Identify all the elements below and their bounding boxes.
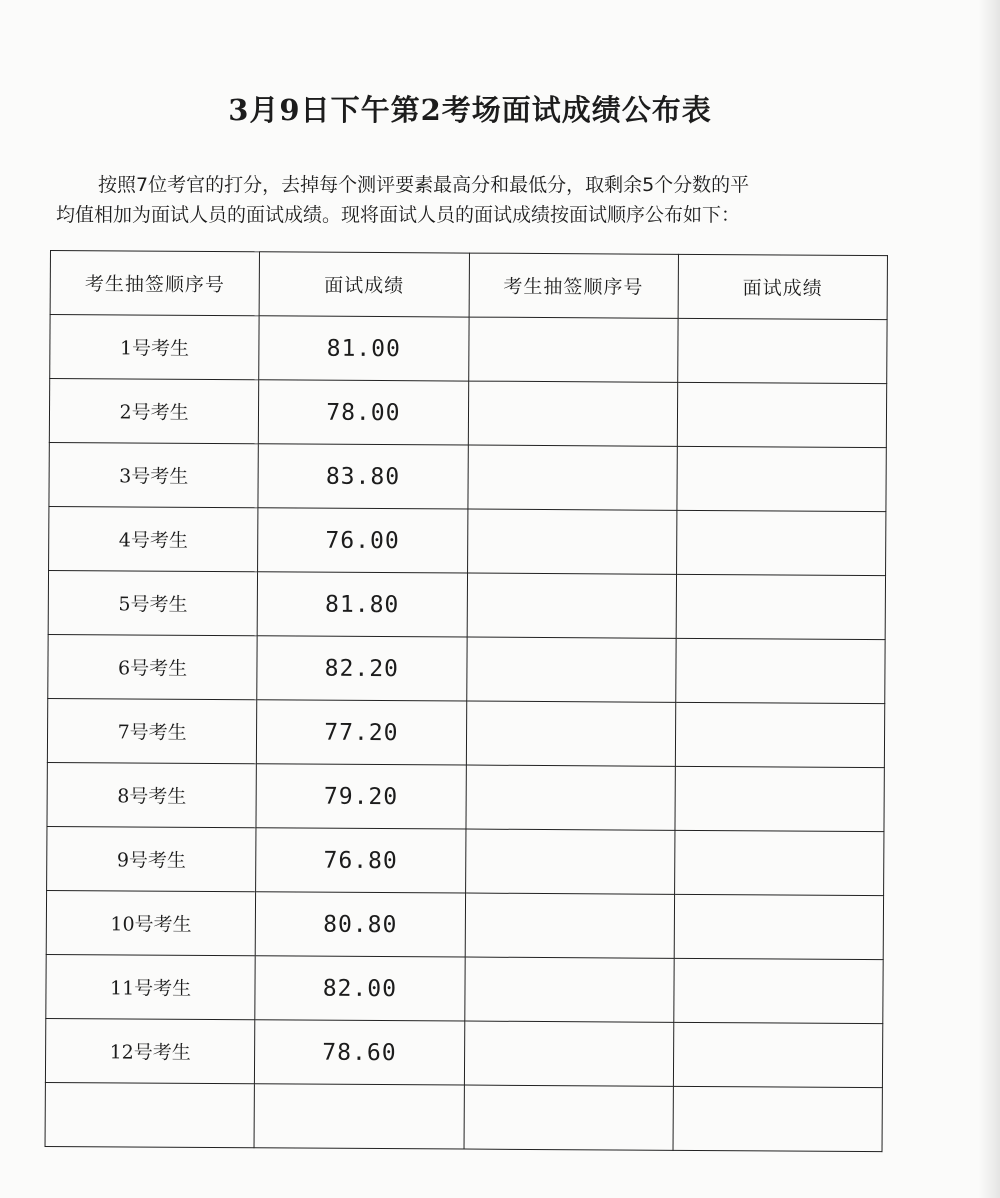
table-row xyxy=(48,570,885,639)
table-row xyxy=(46,954,883,1023)
interview-score: 77.20 xyxy=(257,700,467,765)
candidate-label: 2号考生 xyxy=(49,379,259,444)
empty-score-cell xyxy=(673,1022,883,1087)
interview-score xyxy=(254,1084,464,1149)
header-cell: 面试成绩 xyxy=(678,254,888,319)
empty-score-cell xyxy=(674,830,884,895)
document-title: 3月9日下午第2考场面试成绩公布表 xyxy=(228,93,712,127)
table-row xyxy=(45,1082,882,1151)
empty-score-cell xyxy=(677,382,887,447)
table-row xyxy=(48,634,885,703)
interview-score: 83.80 xyxy=(258,444,468,509)
empty-score-cell xyxy=(676,574,886,639)
interview-score: 76.80 xyxy=(256,828,466,893)
interview-score: 81.80 xyxy=(257,572,467,637)
empty-candidate-cell xyxy=(465,893,675,958)
intro-line-2: 均值相加为面试人员的面试成绩。现将面试人员的面试成绩按面试顺序公布如下： xyxy=(56,204,741,226)
table-row xyxy=(49,442,886,511)
header-cell: 考生抽签顺序号 xyxy=(469,253,679,318)
empty-candidate-cell xyxy=(466,637,676,702)
empty-candidate-cell xyxy=(465,765,675,830)
table-row xyxy=(49,506,886,575)
table-row xyxy=(50,315,887,384)
empty-candidate-cell xyxy=(464,1085,674,1150)
table-row xyxy=(47,826,884,895)
candidate-label: 10号考生 xyxy=(46,890,256,955)
empty-score-cell xyxy=(674,958,884,1023)
candidate-label: 6号考生 xyxy=(48,634,258,699)
empty-score-cell xyxy=(675,702,885,767)
empty-candidate-cell xyxy=(464,957,674,1022)
table-row xyxy=(49,379,886,448)
interview-score: 76.00 xyxy=(258,508,468,573)
candidate-label: 11号考生 xyxy=(46,954,256,1019)
empty-candidate-cell xyxy=(464,1021,674,1086)
empty-score-cell xyxy=(674,894,884,959)
interview-score: 82.20 xyxy=(257,636,467,701)
candidate-label: 1号考生 xyxy=(50,315,260,380)
candidate-label: 8号考生 xyxy=(47,762,257,827)
empty-score-cell xyxy=(675,638,885,703)
empty-score-cell xyxy=(673,1086,883,1151)
intro-paragraph xyxy=(56,170,891,230)
header-cell: 考生抽签顺序号 xyxy=(50,251,260,316)
empty-candidate-cell xyxy=(466,701,676,766)
candidate-label: 9号考生 xyxy=(47,826,257,891)
interview-score: 78.00 xyxy=(259,380,469,445)
empty-score-cell xyxy=(675,766,885,831)
empty-candidate-cell xyxy=(467,509,677,574)
empty-candidate-cell xyxy=(468,317,678,382)
candidate-label: 4号考生 xyxy=(49,506,259,571)
empty-score-cell xyxy=(677,318,887,383)
candidate-label: 3号考生 xyxy=(49,442,259,507)
empty-candidate-cell xyxy=(467,573,677,638)
candidate-label: 7号考生 xyxy=(47,698,257,763)
interview-score: 80.80 xyxy=(255,892,465,957)
table-row xyxy=(47,762,884,831)
interview-score: 81.00 xyxy=(259,316,469,381)
empty-candidate-cell xyxy=(467,445,677,510)
candidate-label: 5号考生 xyxy=(48,570,258,635)
interview-score: 79.20 xyxy=(256,764,466,829)
table-header-row xyxy=(50,251,887,320)
scan-edge-shadow xyxy=(978,0,1000,1198)
empty-candidate-cell xyxy=(468,381,678,446)
candidate-label xyxy=(45,1082,255,1147)
empty-candidate-cell xyxy=(465,829,675,894)
table-row xyxy=(46,890,883,959)
table-row xyxy=(45,1018,882,1087)
scores-table xyxy=(45,250,888,1152)
header-cell: 面试成绩 xyxy=(259,252,469,317)
table-row xyxy=(47,698,884,767)
interview-score: 82.00 xyxy=(255,956,465,1021)
table-body xyxy=(45,315,887,1152)
intro-line-1: 按照7位考官的打分，去掉每个测评要素最高分和最低分，取剩余5个分数的平 xyxy=(98,174,750,196)
empty-score-cell xyxy=(676,510,886,575)
interview-score: 78.60 xyxy=(255,1020,465,1085)
candidate-label: 12号考生 xyxy=(45,1018,255,1083)
empty-score-cell xyxy=(677,446,887,511)
